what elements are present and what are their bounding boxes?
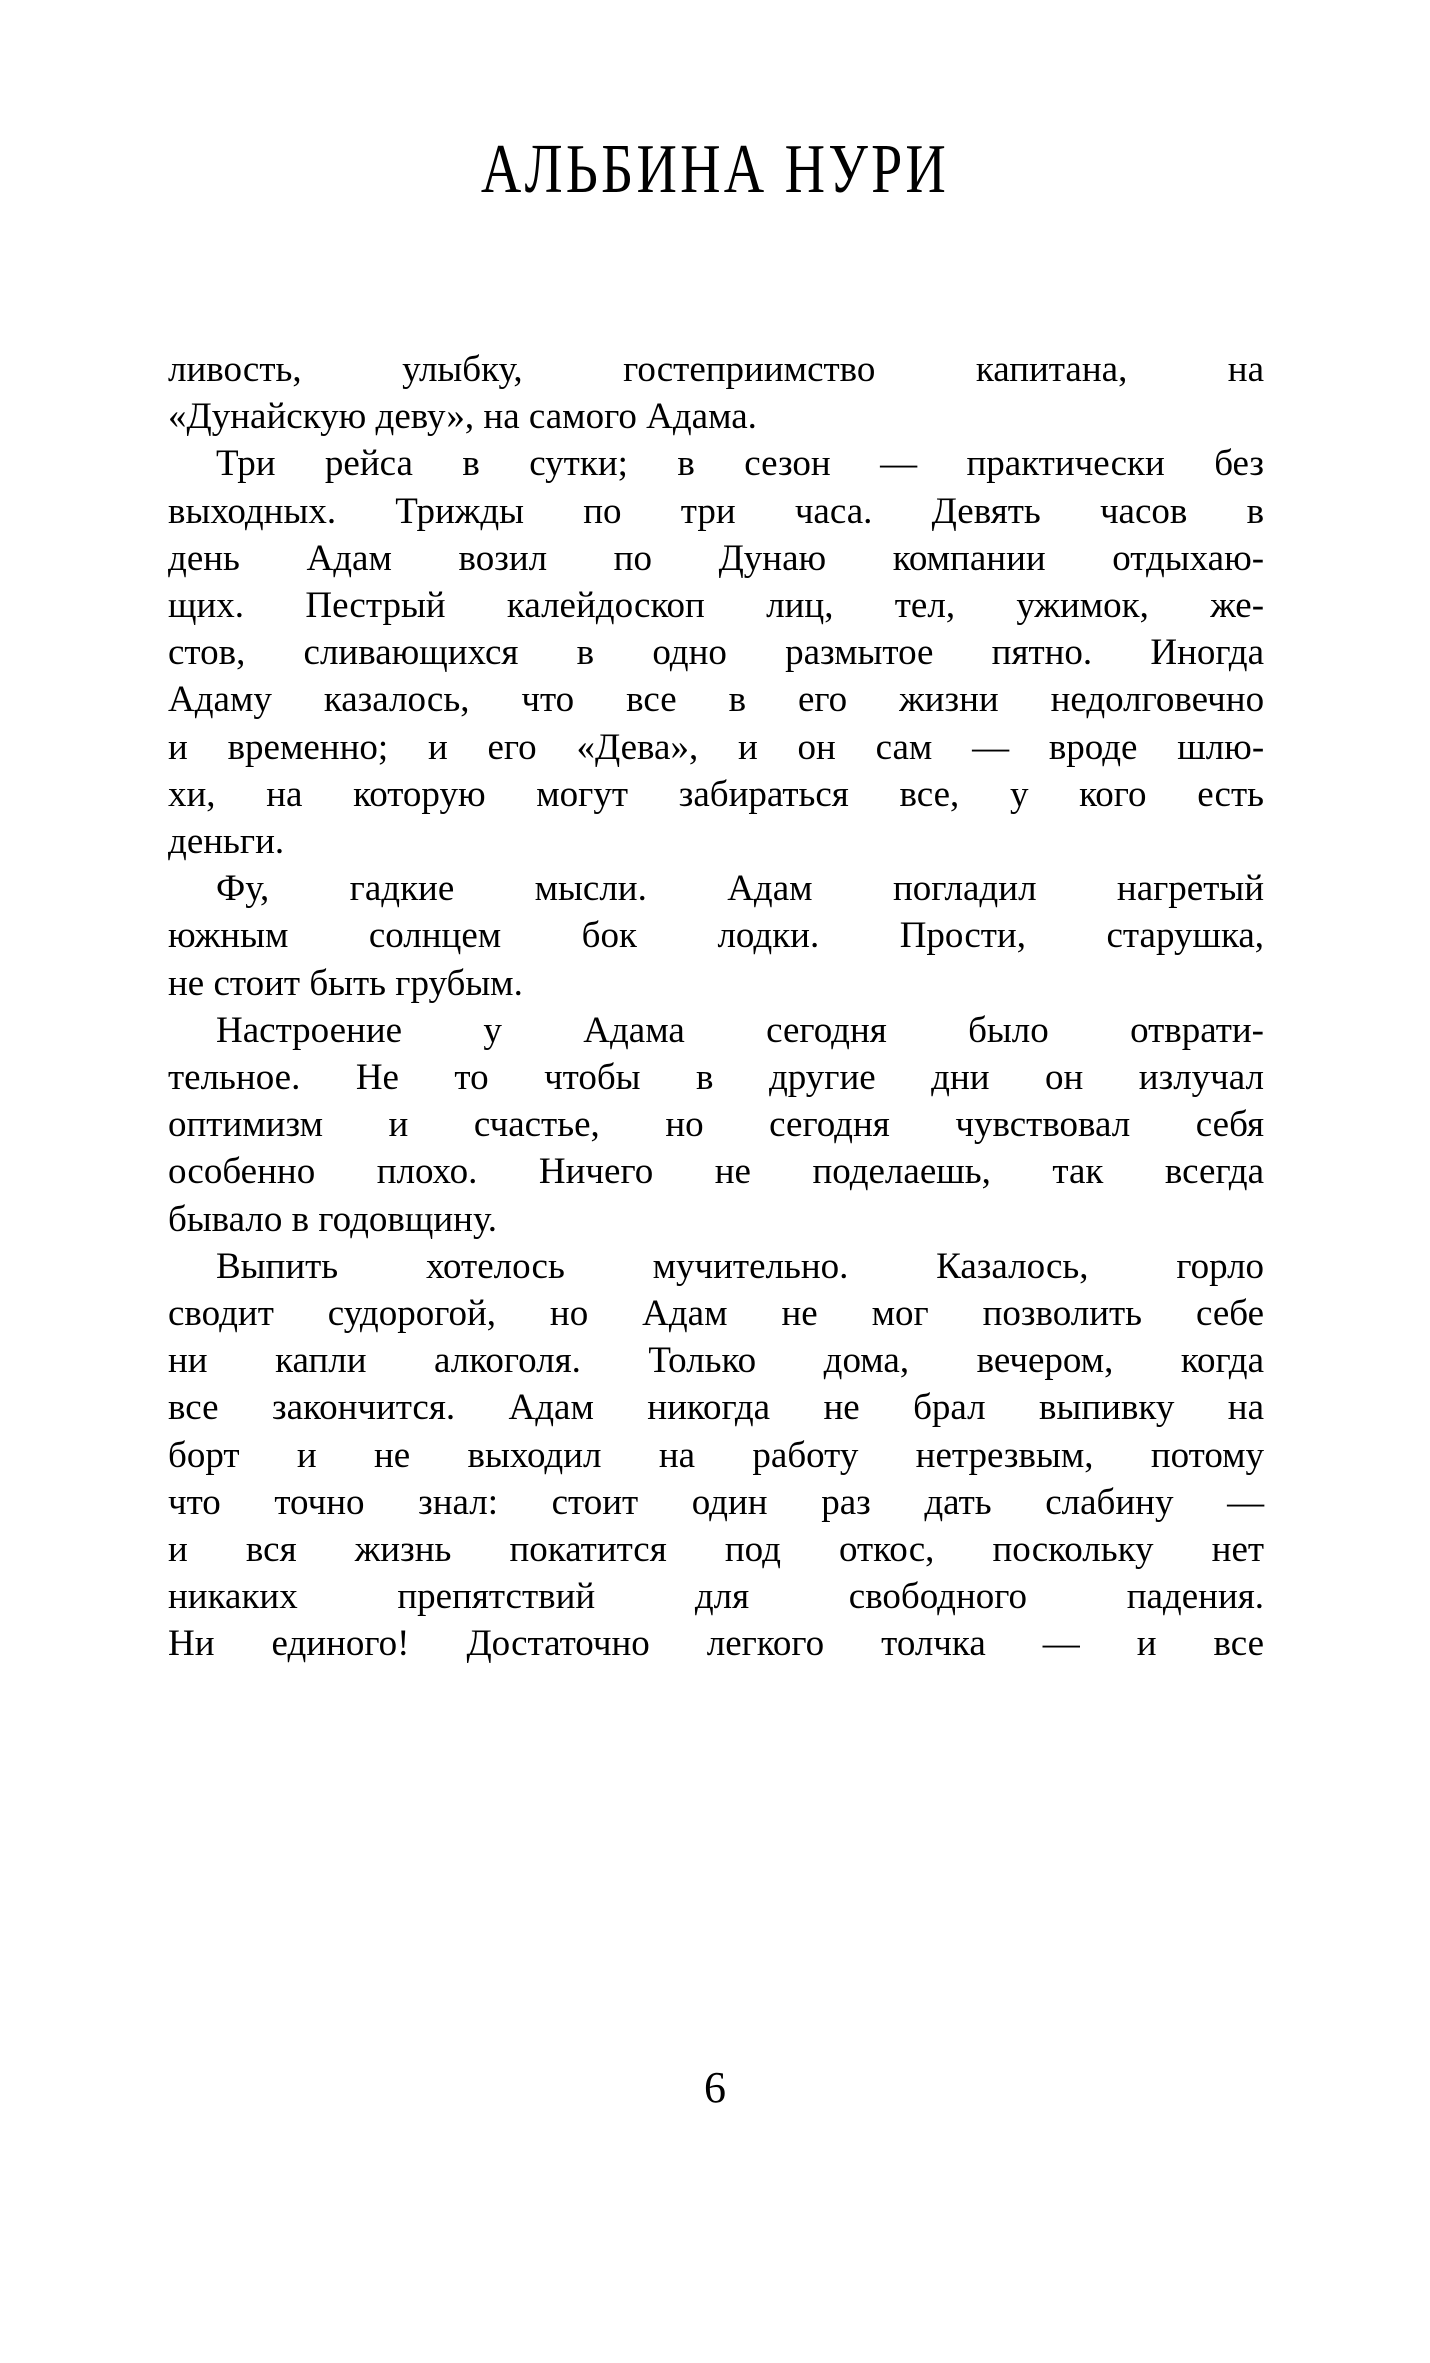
word: поделаешь,	[812, 1151, 991, 1193]
word: калейдоскоп	[506, 585, 705, 627]
word: Казалось,	[936, 1245, 1089, 1287]
word: нетрезвым,	[915, 1434, 1094, 1476]
word: мог	[871, 1293, 929, 1335]
text-line	[168, 724, 1264, 771]
word: легкого	[706, 1623, 825, 1665]
word: размытое	[785, 632, 934, 674]
text-line	[168, 582, 1264, 629]
text-line	[168, 1101, 1264, 1148]
word: на	[266, 773, 303, 815]
word: Фу,	[216, 868, 270, 910]
word: деву»,	[375, 396, 475, 438]
word: стоит	[213, 962, 301, 1004]
word: для	[694, 1576, 750, 1618]
word: Прости,	[899, 915, 1026, 957]
word: сегодня	[766, 1009, 887, 1051]
word: покатится	[509, 1529, 667, 1571]
word: никогда	[647, 1387, 771, 1429]
word: знал:	[418, 1481, 499, 1523]
word: Настроение	[216, 1009, 403, 1051]
text-line	[168, 1620, 1264, 1667]
word: сутки;	[529, 443, 628, 485]
word: дать	[924, 1481, 992, 1523]
word: излучал	[1138, 1057, 1264, 1099]
word: себя	[1195, 1104, 1264, 1146]
word: все,	[899, 773, 960, 815]
word: счастье,	[473, 1104, 600, 1146]
word: все	[626, 679, 677, 721]
word: же-	[1210, 585, 1265, 627]
word: чувствовал	[955, 1104, 1131, 1146]
word: его	[797, 679, 848, 721]
text-line	[168, 1337, 1264, 1384]
word: плохо.	[376, 1151, 478, 1193]
text-line	[168, 818, 1264, 865]
word: препятствий	[397, 1576, 596, 1618]
word: раз	[821, 1481, 871, 1523]
word: Адам	[508, 1387, 594, 1429]
word: временно;	[227, 726, 389, 768]
word: на	[1227, 349, 1264, 390]
word: жизни	[899, 679, 999, 721]
text-line	[168, 1054, 1264, 1101]
word: сводит	[168, 1293, 274, 1335]
word: все	[1213, 1623, 1265, 1665]
word: в	[696, 1057, 714, 1099]
word: работу	[752, 1434, 859, 1476]
word: Три	[216, 443, 276, 485]
word: самого	[528, 396, 637, 438]
word: сам	[875, 726, 933, 768]
word: на	[1227, 1387, 1265, 1429]
word: в	[291, 1198, 310, 1240]
word: отврати-	[1130, 1009, 1265, 1051]
paragraph	[168, 1243, 1264, 1668]
word: но	[549, 1293, 589, 1335]
word: щих.	[168, 585, 245, 627]
word: казалось,	[323, 679, 470, 721]
word: недолговечно	[1050, 679, 1265, 721]
word: дома,	[823, 1340, 910, 1382]
word: толчка	[881, 1623, 986, 1665]
word: Адам	[642, 1293, 728, 1335]
word: в	[1246, 490, 1265, 532]
text-line	[168, 440, 1264, 487]
word: быть	[309, 962, 387, 1004]
word: —	[1042, 1623, 1080, 1665]
word: Пестрый	[305, 585, 446, 627]
word: свободного	[848, 1576, 1028, 1618]
text-line	[168, 1432, 1264, 1479]
word: Адама.	[646, 396, 757, 438]
word: то	[454, 1057, 489, 1099]
word: не	[168, 962, 205, 1004]
word: ни	[168, 1340, 208, 1382]
word: —	[1227, 1481, 1265, 1523]
word: деньги.	[168, 821, 285, 863]
paragraph	[168, 346, 1264, 440]
word: горло	[1176, 1245, 1265, 1287]
word: могут	[536, 773, 629, 815]
word: на	[658, 1434, 696, 1476]
word: и	[427, 726, 448, 768]
word: сегодня	[769, 1104, 890, 1146]
word: бок	[581, 915, 637, 957]
word: компании	[892, 537, 1046, 579]
word: «Дева»,	[576, 726, 699, 768]
word: падения.	[1126, 1576, 1265, 1618]
word: никаких	[168, 1576, 298, 1618]
word: Адам	[306, 537, 392, 579]
word: вся	[245, 1529, 297, 1571]
word: у	[1009, 773, 1029, 815]
word: другие	[768, 1057, 876, 1099]
word: мысли.	[534, 868, 647, 910]
running-head-author: АЛЬБИНА НУРИ	[480, 131, 950, 208]
word: Не	[355, 1057, 399, 1099]
text-line	[168, 393, 1264, 440]
word: он	[1045, 1057, 1084, 1099]
word: лиц,	[766, 585, 834, 627]
text-line	[168, 346, 1264, 393]
text-line	[168, 1007, 1264, 1054]
word: три	[680, 490, 736, 532]
text-line	[168, 1243, 1264, 1290]
word: отдыхаю-	[1112, 537, 1265, 579]
word: все	[168, 1387, 219, 1429]
page-number: 6	[704, 2063, 726, 2112]
word: стоит	[551, 1481, 639, 1523]
word: он	[797, 726, 836, 768]
word: одно	[652, 632, 727, 674]
word: выходных.	[168, 490, 337, 532]
word: Выпить	[216, 1245, 339, 1287]
word: южным	[168, 915, 289, 957]
word: мучительно.	[652, 1245, 849, 1287]
text-line	[168, 629, 1264, 676]
text-line	[168, 488, 1264, 535]
word: Адам	[727, 868, 813, 910]
word: у	[483, 1009, 502, 1051]
word: забираться	[678, 773, 849, 815]
word: есть	[1197, 773, 1264, 815]
word: ливость,	[168, 349, 302, 390]
word: гадкие	[349, 868, 455, 910]
word: закончится.	[271, 1387, 456, 1429]
word: откос,	[839, 1529, 935, 1571]
word: в	[462, 443, 480, 485]
word: брал	[913, 1387, 986, 1429]
word: нагретый	[1116, 868, 1265, 910]
word: хотелось	[425, 1245, 565, 1287]
word: возил	[458, 537, 548, 579]
text-line	[168, 535, 1264, 582]
word: всегда	[1164, 1151, 1265, 1193]
text-line	[168, 912, 1264, 959]
word: погладил	[892, 868, 1037, 910]
word: капитана,	[975, 349, 1128, 390]
word: Адаму	[168, 679, 272, 721]
word: тел,	[894, 585, 956, 627]
word: без	[1214, 443, 1265, 485]
word: позволить	[982, 1293, 1143, 1335]
word: Адама	[583, 1009, 685, 1051]
word: Ни	[168, 1623, 215, 1665]
word: солнцем	[368, 915, 502, 957]
text-line	[168, 865, 1264, 912]
word: поскольку	[992, 1529, 1154, 1571]
word: тельное.	[168, 1057, 301, 1099]
word: практически	[966, 443, 1165, 485]
word: выпивку	[1039, 1387, 1175, 1429]
word: и	[1136, 1623, 1157, 1665]
word: улыбку,	[402, 349, 523, 390]
text-line	[168, 1526, 1264, 1573]
word: Трижды	[395, 490, 525, 532]
word: его	[487, 726, 537, 768]
word: на	[483, 396, 520, 438]
word: когда	[1180, 1340, 1265, 1382]
word: один	[691, 1481, 768, 1523]
word: в	[728, 679, 747, 721]
word: слабину	[1045, 1481, 1174, 1523]
word: кого	[1079, 773, 1147, 815]
word: и	[168, 726, 188, 768]
word: точно	[274, 1481, 365, 1523]
word: в	[677, 443, 695, 485]
word: чтобы	[544, 1057, 641, 1099]
word: что	[168, 1481, 221, 1523]
text-line	[168, 676, 1264, 723]
word: не	[823, 1387, 860, 1429]
word: —	[880, 443, 918, 485]
word: единого!	[271, 1623, 410, 1665]
word: —	[972, 726, 1010, 768]
word: не	[714, 1151, 751, 1193]
word: в	[576, 632, 595, 674]
word: Только	[648, 1340, 757, 1382]
word: часов	[1099, 490, 1188, 532]
word: ужимок,	[1016, 585, 1149, 627]
word: Девять	[931, 490, 1041, 532]
word: было	[968, 1009, 1049, 1051]
word: день	[168, 537, 240, 579]
paragraph	[168, 440, 1264, 865]
word: грубым.	[395, 962, 523, 1004]
word: сливающихся	[303, 632, 519, 674]
word: и	[737, 726, 758, 768]
word: выходил	[467, 1434, 602, 1476]
text-line	[168, 1290, 1264, 1337]
word: Иногда	[1150, 632, 1264, 674]
text-line	[168, 1196, 1264, 1243]
word: старушка,	[1106, 915, 1265, 957]
word: пятно.	[991, 632, 1093, 674]
word: вроде	[1048, 726, 1138, 768]
word: шлю-	[1177, 726, 1265, 768]
word: стов,	[168, 632, 246, 674]
text-line	[168, 1148, 1264, 1195]
word: судорогой,	[327, 1293, 497, 1335]
word: борт	[168, 1434, 240, 1476]
word: так	[1052, 1151, 1104, 1193]
word: под	[724, 1529, 781, 1571]
word: по	[583, 490, 622, 532]
word: и	[388, 1104, 409, 1146]
paragraph	[168, 865, 1264, 1007]
word: капли	[275, 1340, 367, 1382]
word: «Дунайскую	[168, 396, 367, 438]
word: особенно	[168, 1151, 316, 1193]
paragraph	[168, 1007, 1264, 1243]
word: потому	[1150, 1434, 1265, 1476]
word: по	[613, 537, 652, 579]
text-line	[168, 1573, 1264, 1620]
text-line	[168, 960, 1264, 1007]
word: нет	[1211, 1529, 1265, 1571]
word: Достаточно	[466, 1623, 650, 1665]
word: рейса	[324, 443, 413, 485]
word: Ничего	[538, 1151, 654, 1193]
word: годовщину.	[318, 1198, 497, 1240]
word: не	[373, 1434, 411, 1476]
text-line	[168, 1479, 1264, 1526]
word: что	[521, 679, 575, 721]
text-line	[168, 1384, 1264, 1431]
word: часа.	[794, 490, 873, 532]
word: сезон	[744, 443, 831, 485]
word: себе	[1195, 1293, 1265, 1335]
word: алкоголя.	[434, 1340, 581, 1382]
word: не	[781, 1293, 818, 1335]
word: оптимизм	[168, 1104, 323, 1146]
word: и	[168, 1529, 188, 1571]
word: бывало	[168, 1198, 283, 1240]
word: жизнь	[354, 1529, 452, 1571]
word: хи,	[168, 773, 216, 815]
word: Дунаю	[718, 537, 827, 579]
body-text-block	[168, 346, 1264, 1668]
word: но	[665, 1104, 704, 1146]
word: которую	[353, 773, 486, 815]
text-line	[168, 771, 1264, 818]
word: вечером,	[976, 1340, 1114, 1382]
word: гостеприимство	[623, 349, 876, 390]
word: лодки.	[717, 915, 820, 957]
word: дни	[931, 1057, 990, 1099]
word: и	[296, 1434, 317, 1476]
